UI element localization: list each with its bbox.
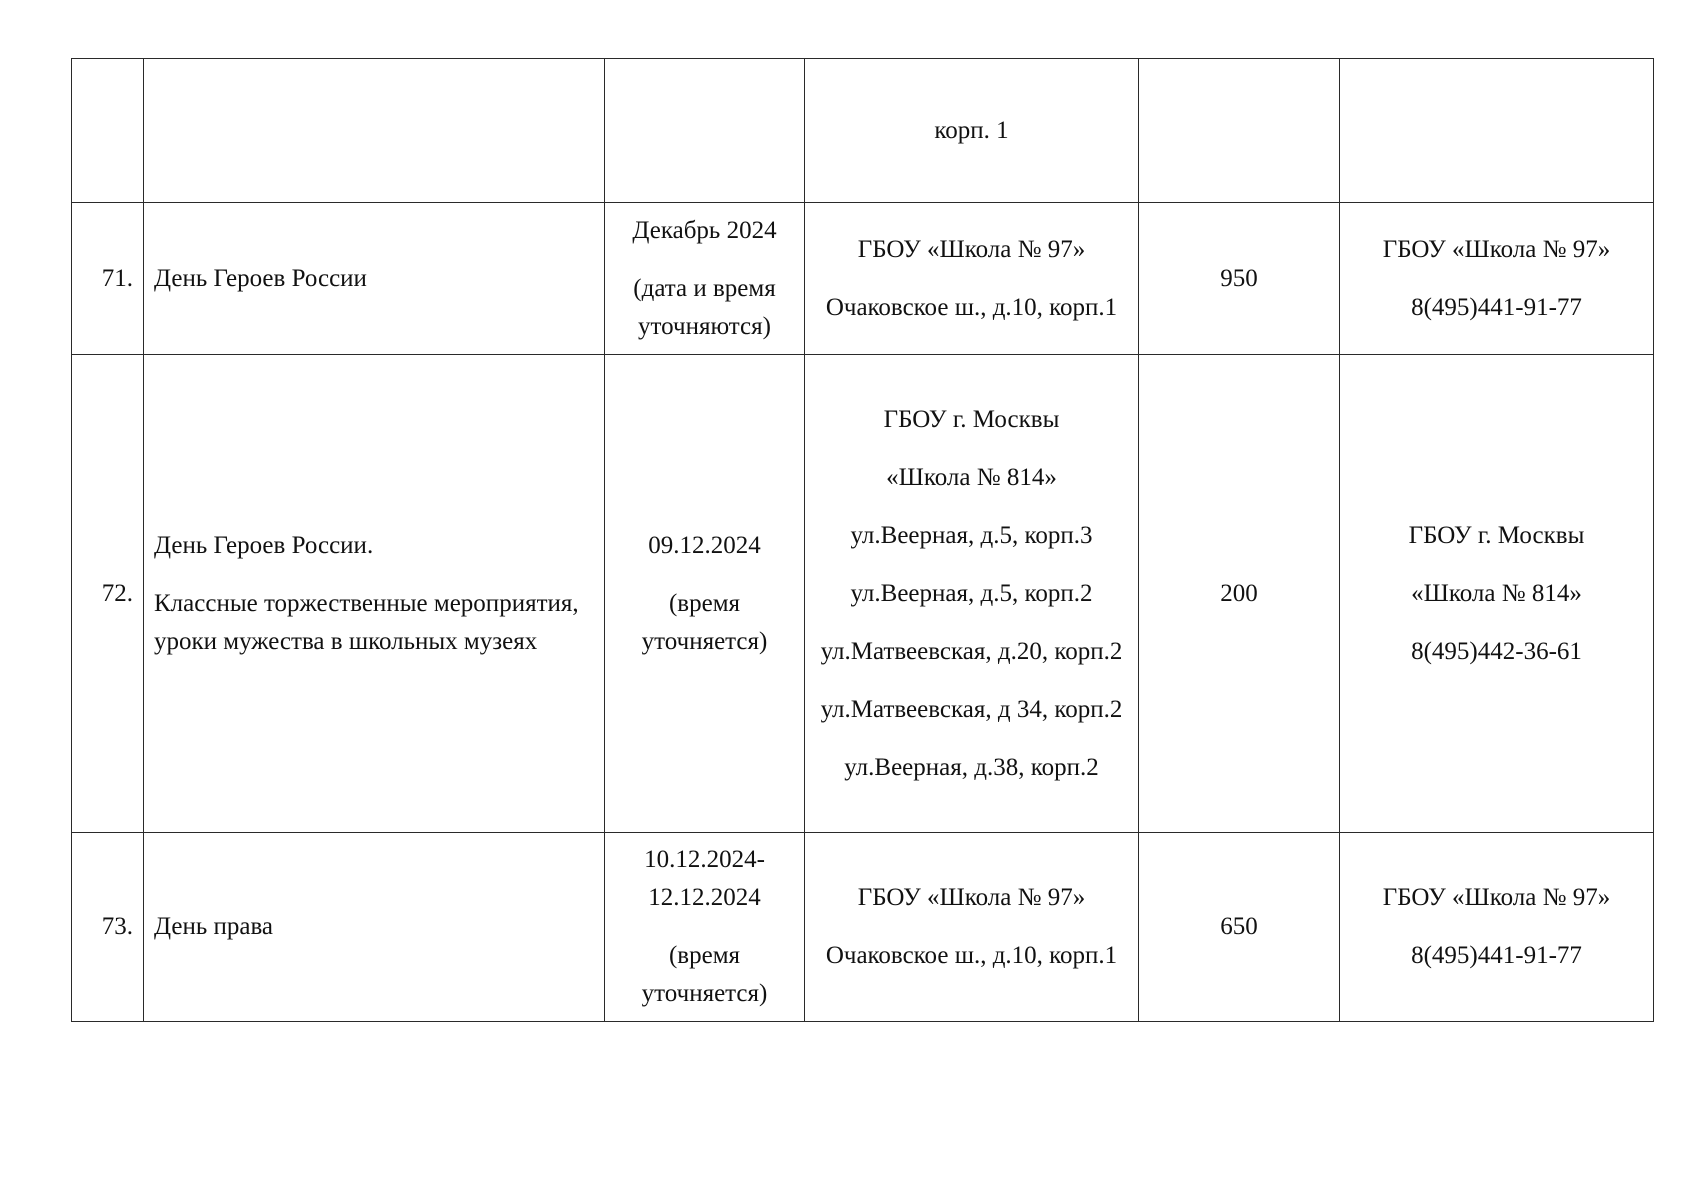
row-number-cell: 72. [72,355,144,833]
participants-cell: 950 [1139,203,1340,355]
organizer-cell [1340,833,1654,1022]
date-cell [605,355,805,833]
venue-line: ул.Веерная, д.5, корп.2 [850,579,1093,607]
participants-cell: 200 [1139,355,1340,833]
organizer-cell [1340,59,1654,203]
venue-line: корп. 1 [934,116,1009,144]
venue-line: ул.Веерная, д.5, корп.3 [850,521,1093,549]
organizer-phone: 8(495)442-36-61 [1411,637,1582,665]
row-number-cell [72,59,144,203]
event-cell [144,59,605,203]
date-line: Декабрь 2024 [632,216,777,244]
date-cell [605,59,805,203]
events-table [71,58,1654,1022]
event-cell [144,833,605,1022]
organizer-line: «Школа № 814» [1411,579,1582,607]
venue-line: Очаковское ш., д.10, корп.1 [825,942,1118,969]
venue-line: «Школа № 814» [886,463,1057,491]
event-line: День Героев России [154,264,367,292]
date-line: 09.12.2024 [648,531,761,559]
venue-line: ГБОУ «Школа № 97» [857,884,1086,911]
organizer-phone: 8(495)441-91-77 [1411,942,1582,969]
venue-line: ул.Веерная, д.38, корп.2 [844,753,1099,781]
event-cell [144,355,605,833]
venue-line: ул.Матвеевская, д 34, корп.2 [820,695,1123,723]
venue-line: ГБОУ г. Москвы [883,405,1060,433]
participants-cell: 650 [1139,833,1340,1022]
participants-cell [1139,59,1340,203]
row-number-cell: 71. [72,203,144,355]
date-note: (время уточняется) [641,589,768,655]
venue-cell [805,203,1139,355]
date-cell [605,833,805,1022]
venue-line: ул.Матвеевская, д.20, корп.2 [820,637,1123,665]
date-note: (время уточняется) [641,942,768,1007]
event-cell [144,203,605,355]
organizer-line: ГБОУ г. Москвы [1408,521,1585,549]
venue-line: ГБОУ «Школа № 97» [857,235,1086,263]
table-row [72,833,1654,1022]
venue-cell [805,355,1139,833]
organizer-line: ГБОУ «Школа № 97» [1382,884,1611,911]
organizer-cell [1340,355,1654,833]
event-line: Классные торжественные мероприятия, уроки мужества в школьных музеях [154,589,579,655]
organizer-line: ГБОУ «Школа № 97» [1382,235,1611,263]
venue-cell [805,59,1139,203]
table-row [72,203,1654,355]
venue-line: Очаковское ш., д.10, корп.1 [825,293,1118,321]
table-row [72,355,1654,833]
venue-cell [805,833,1139,1022]
date-line: 10.12.2024-12.12.2024 [644,846,765,911]
row-number-cell: 73. [72,833,144,1022]
date-cell [605,203,805,355]
date-note: (дата и время уточняются) [633,274,776,340]
organizer-phone: 8(495)441-91-77 [1411,293,1582,321]
table-row [72,59,1654,203]
event-line: День Героев России. [154,531,374,559]
event-line: День права [154,913,274,940]
organizer-cell [1340,203,1654,355]
